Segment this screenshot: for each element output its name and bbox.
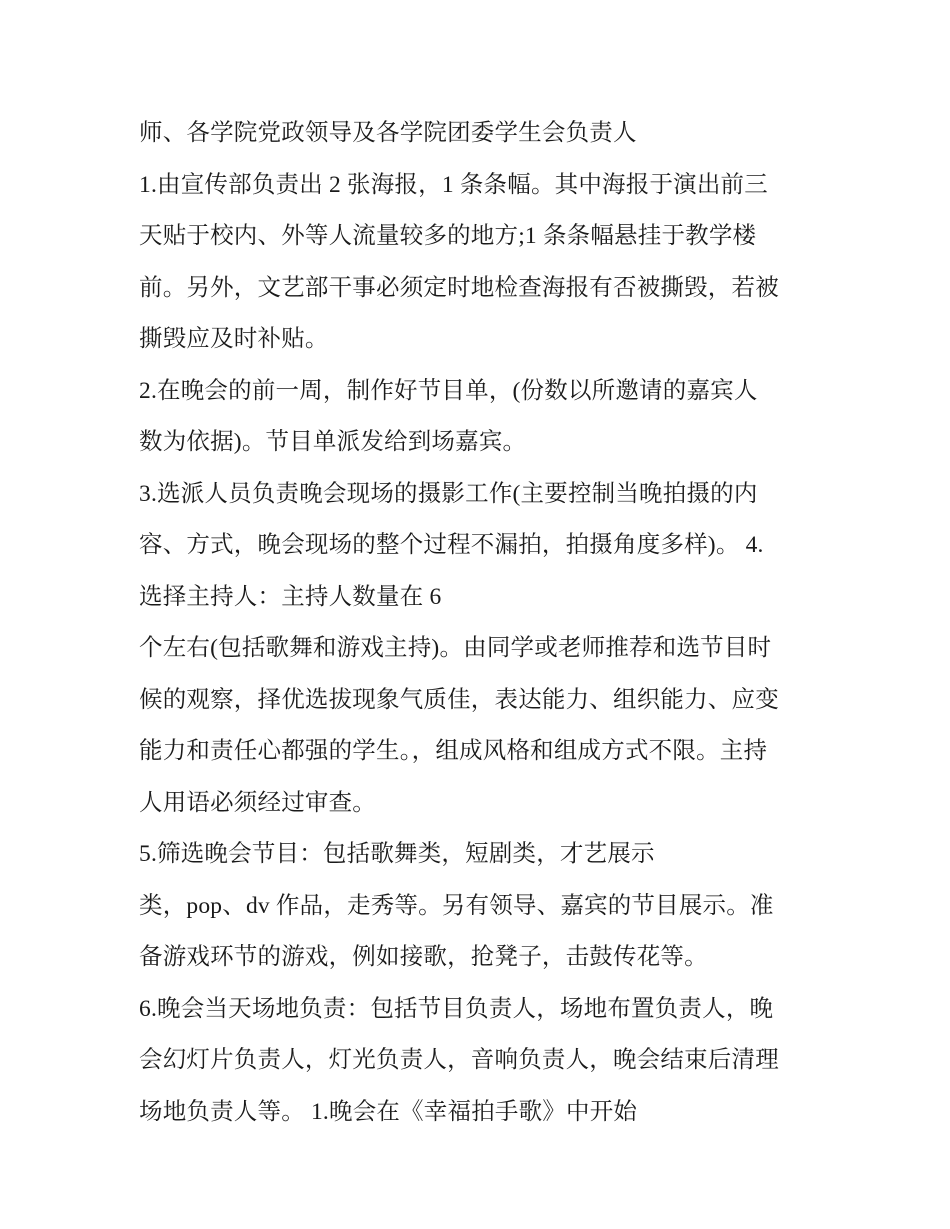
- text-line: 前。另外，文艺部干事必须定时地检查海报有否被撕毁，若被: [139, 274, 779, 301]
- text-line: 能力和责任心都强的学生。，组成风格和组成方式不限。主持: [139, 738, 768, 764]
- text-line: 数为依据)。节目单派发给到场嘉宾。: [139, 429, 527, 455]
- text-line: 天贴于校内、外等人流量较多的地方;1 条条幅悬挂于教学楼: [139, 223, 757, 249]
- text-line: 1.由宣传部负责出 2 张海报，1 条条幅。其中海报于演出前三: [139, 171, 768, 198]
- text-line: 师、各学院党政领导及各学院团委学生会负责人: [139, 120, 637, 146]
- text-line: 备游戏环节的游戏，例如接歌，抢凳子，击鼓传花等。: [139, 944, 708, 970]
- text-line: 6.晚会当天场地负责：包括节目负责人，场地布置负责人，晚: [139, 995, 774, 1022]
- text-line: 撕毁应及时补贴。: [139, 326, 329, 352]
- text-line: 2.在晚会的前一周，制作好节目单，(份数以所邀请的嘉宾人: [139, 377, 758, 404]
- document-body: [139, 108, 839, 1138]
- text-line: 场地负责人等。 1.晚会在《幸福拍手歌》中开始: [139, 1098, 638, 1125]
- text-line: 候的观察，择优选拔现象气质佳，表达能力、组织能力、应变: [139, 686, 779, 713]
- text-line: 人用语必须经过审查。: [139, 789, 376, 816]
- text-line: 容、方式，晚会现场的整个过程不漏拍，拍摄角度多样)。 4.: [139, 532, 764, 558]
- text-line: 选择主持人：主持人数量在 6: [139, 583, 442, 610]
- text-line: 会幻灯片负责人，灯光负责人，音响负责人，晚会结束后清理: [139, 1047, 779, 1073]
- text-line: 个左右(包括歌舞和游戏主持)。由同学或老师推荐和选节目时: [139, 635, 772, 661]
- text-line: 5.筛选晚会节目：包括歌舞类，短剧类，才艺展示: [139, 841, 655, 867]
- text-line: 类，pop、dv 作品，走秀等。另有领导、嘉宾的节目展示。准: [139, 892, 774, 919]
- text-line: 3.选派人员负责晚会现场的摄影工作(主要控制当晚拍摄的内: [139, 480, 758, 507]
